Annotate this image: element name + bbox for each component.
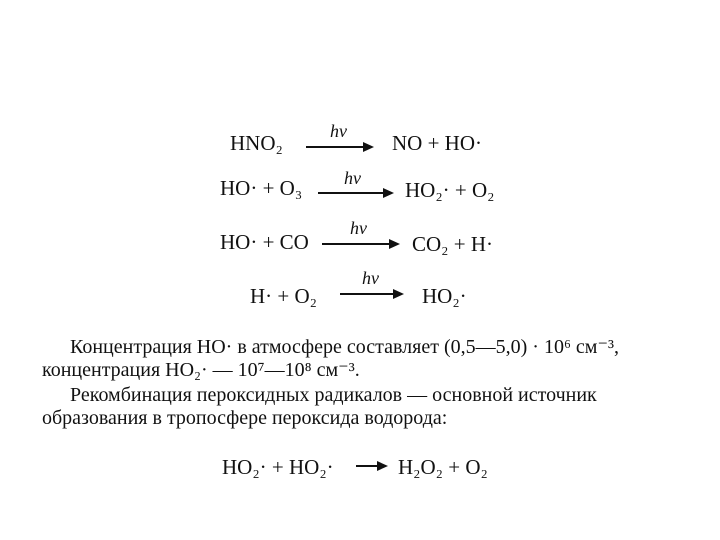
paragraph-concentration (42, 336, 682, 382)
paragraph-2-line-2: образования в тропосфере пероксида водорода: (42, 407, 448, 429)
reaction-1-condition: hν (330, 121, 347, 141)
paragraph-recombination (42, 384, 682, 430)
reaction-3-condition: hν (350, 218, 367, 238)
reaction-1-lhs: HNO₂ (230, 131, 283, 155)
reaction-4-lhs: H· + O₂ (250, 284, 317, 308)
reaction-3-lhs: HO· + CO (220, 230, 309, 254)
paragraph-1-line-2: концентрация HO₂· — 10⁷—10⁸ см⁻³. (42, 359, 360, 381)
reaction-1-arrow (306, 140, 374, 154)
paragraph-2-line-1: Рекомбинация пероксидных радикалов — основной источник (70, 384, 597, 406)
reaction-1-rhs: NO + HO· (392, 131, 482, 155)
reaction-2-condition: hν (344, 168, 361, 188)
reaction-2-lhs: HO· + O₃ (220, 176, 303, 200)
reaction-3-rhs: CO₂ + H· (412, 232, 493, 256)
final-reaction-rhs: H₂O₂ + O₂ (398, 455, 488, 479)
reaction-2-arrow (318, 186, 394, 200)
final-reaction-lhs: HO₂· + HO₂· (222, 455, 334, 479)
reaction-2-rhs: HO₂· + O₂ (405, 178, 495, 202)
reaction-4-arrow (340, 287, 404, 301)
final-reaction-arrow (356, 459, 388, 473)
reaction-4-condition: hν (362, 268, 379, 288)
paragraph-1-line-1: Концентрация HO· в атмосфере составляет (0,5—5,0) · 10⁶ см⁻³, (70, 336, 620, 358)
reaction-4-rhs: HO₂· (422, 284, 467, 308)
reaction-3-arrow (322, 237, 400, 251)
